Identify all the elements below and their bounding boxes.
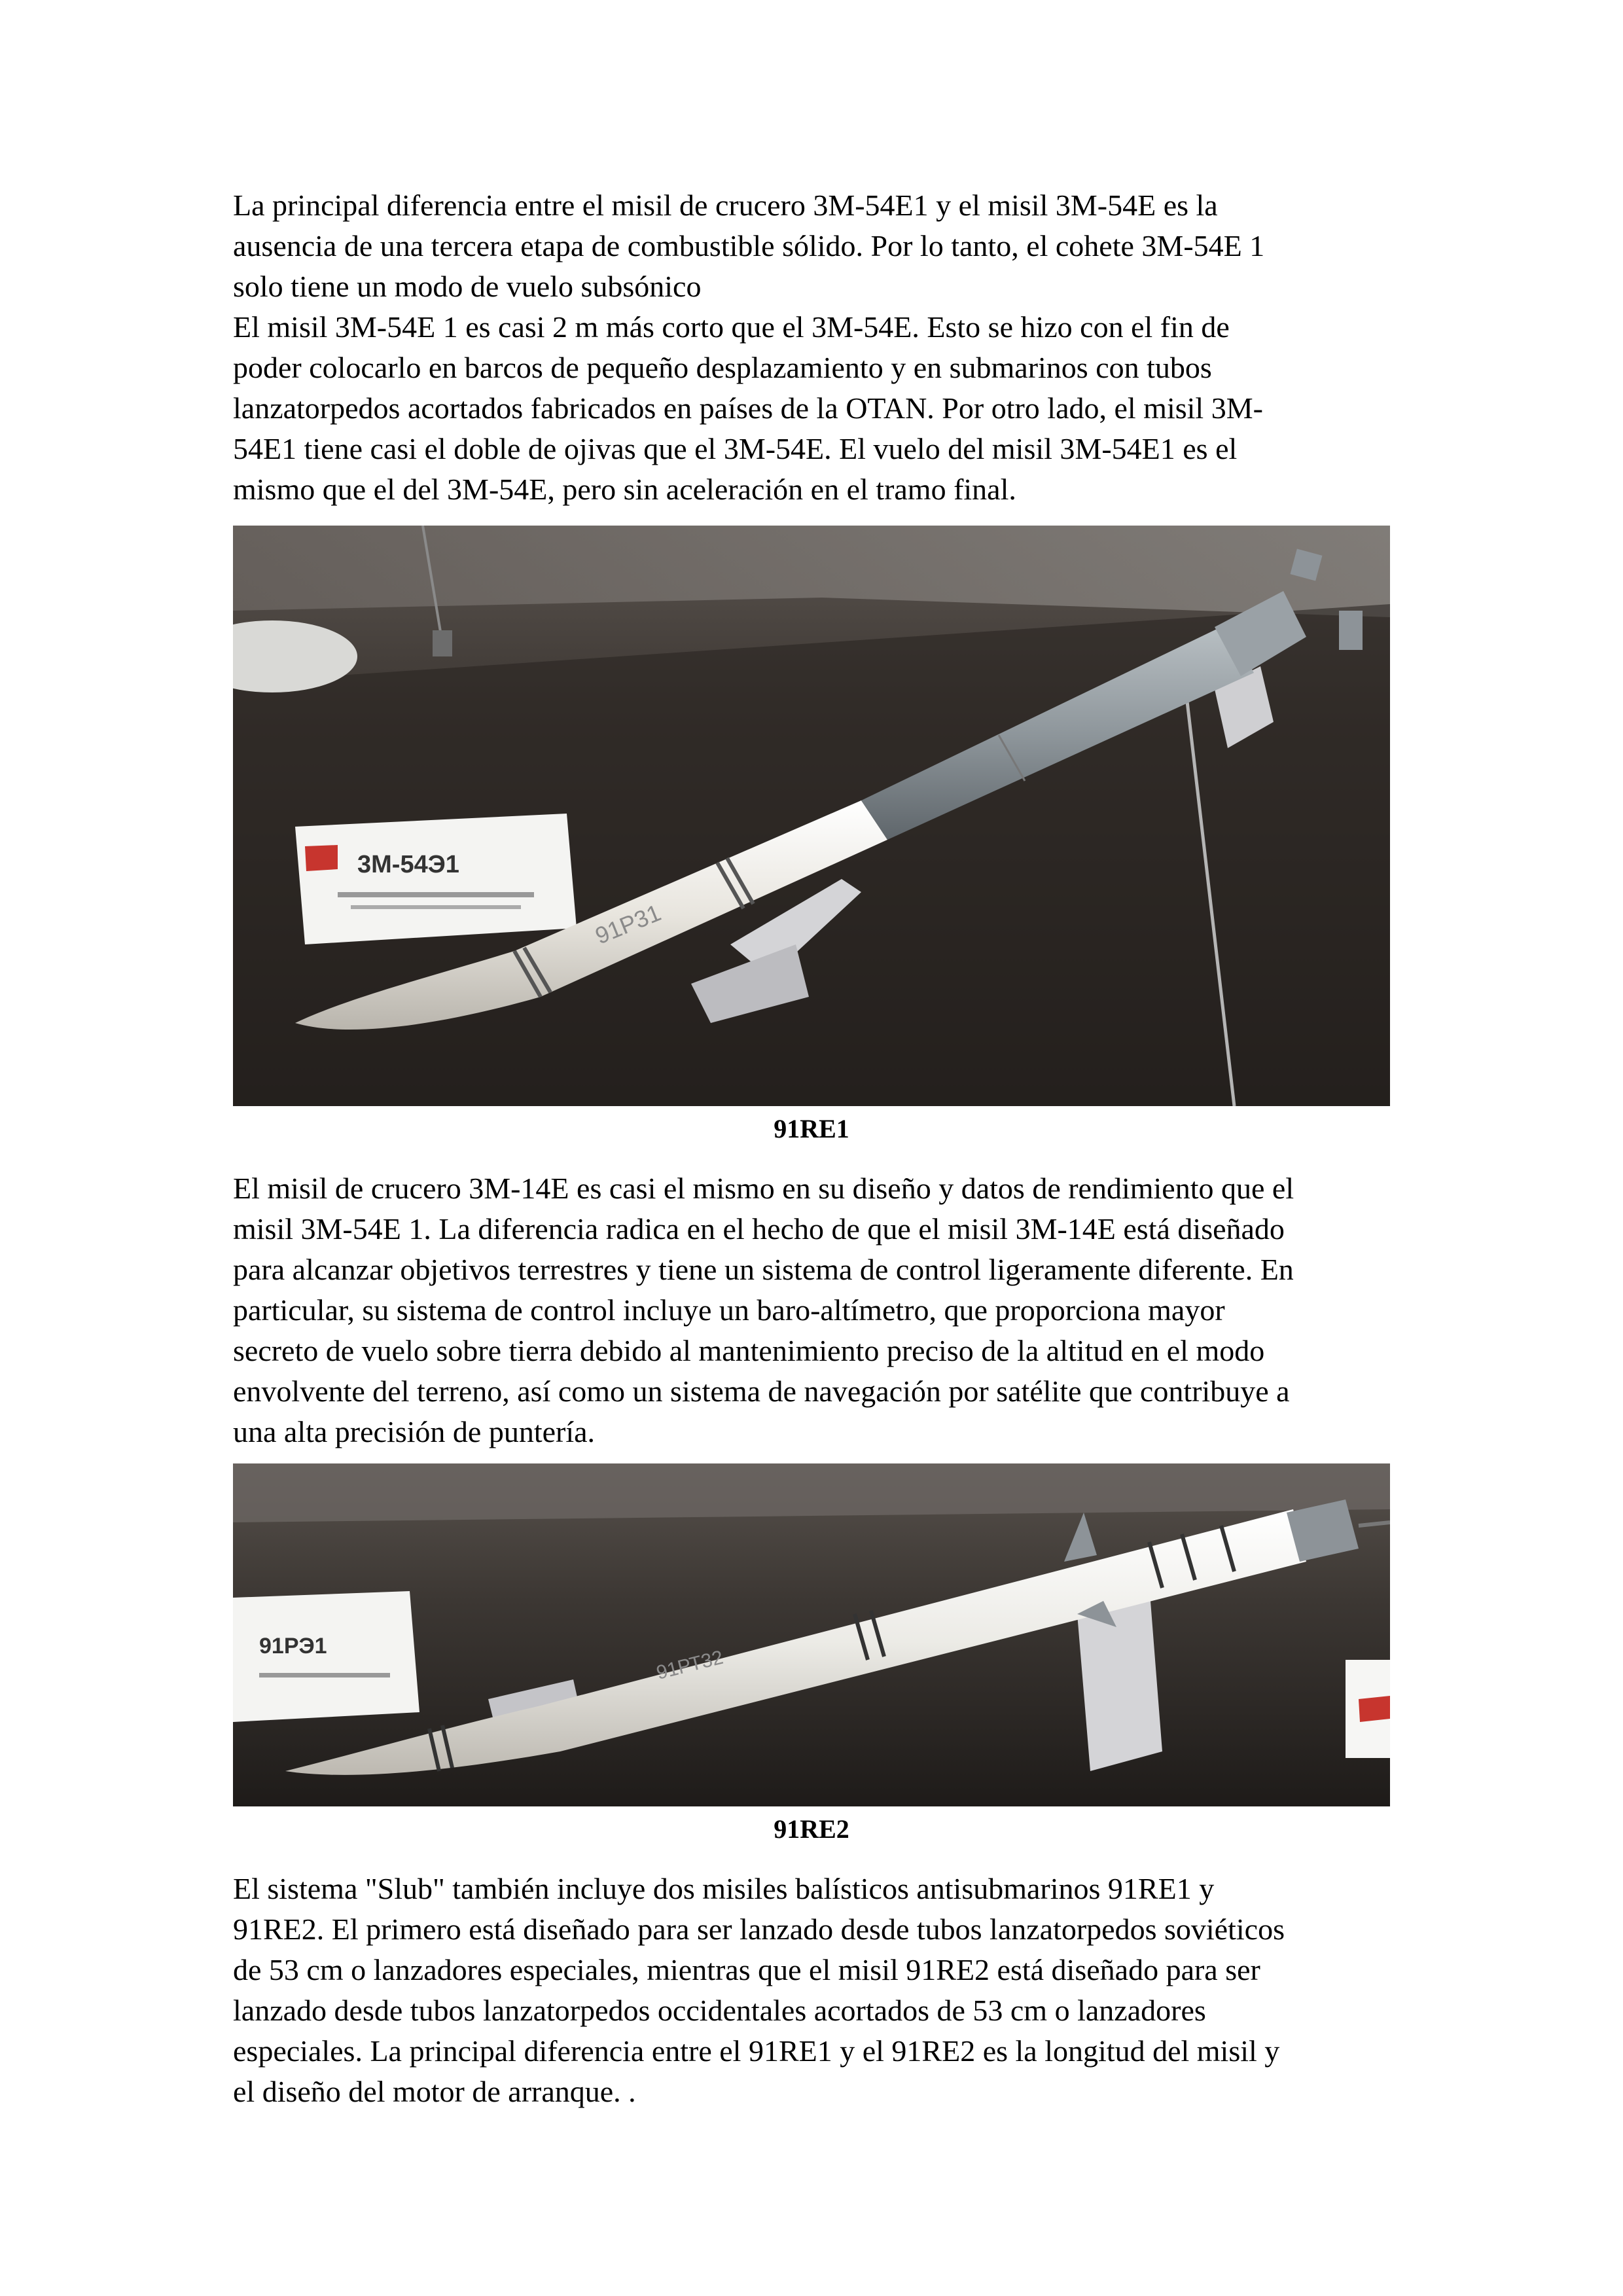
text-line: una alta precisión de puntería. bbox=[233, 1415, 596, 1448]
text-line: lanzatorpedos acortados fabricados en países de la OTAN. Por otro lado, el misil 3M- bbox=[233, 391, 1263, 425]
text-line: mismo que el del 3M-54E, pero sin aceleración en el tramo final. bbox=[233, 473, 1016, 506]
text-line: solo tiene un modo de vuelo subsónico bbox=[233, 270, 702, 303]
missile-photo-91re1 bbox=[233, 526, 1390, 1106]
text-line: lanzado desde tubos lanzatorpedos occidentales acortados de 53 cm o lanzadores bbox=[233, 1994, 1206, 2027]
text-line: La principal diferencia entre el misil de crucero 3M-54E1 y el misil 3M-54E es la bbox=[233, 188, 1218, 222]
missile-marking: 91Р31 bbox=[591, 899, 665, 950]
text-line: poder colocarlo en barcos de pequeño desplazamiento y en submarinos con tubos bbox=[233, 351, 1212, 384]
text-line: 91RE2. El primero está diseñado para ser lanzado desde tubos lanzatorpedos soviéticos bbox=[233, 1912, 1285, 1946]
text-line: ausencia de una tercera etapa de combustible sólido. Por lo tanto, el cohete 3M-54E 1 bbox=[233, 229, 1265, 262]
placard-title: 3M-54Э1 bbox=[357, 851, 459, 878]
text-line: El sistema "Slub" también incluye dos misiles balísticos antisubmarinos 91RE1 y bbox=[233, 1872, 1215, 1905]
missile-marking: 91РТ32 bbox=[654, 1646, 726, 1684]
text-line: particular, su sistema de control incluye un baro-altímetro, que proporciona mayor bbox=[233, 1293, 1225, 1327]
text-line: El misil de crucero 3M-14E es casi el mismo en su diseño y datos de rendimiento que el bbox=[233, 1172, 1294, 1205]
text-line: misil 3M-54E 1. La diferencia radica en el hecho de que el misil 3M-14E está diseñado bbox=[233, 1212, 1285, 1246]
text-line: envolvente del terreno, así como un sistema de navegación por satélite que contribuye a bbox=[233, 1374, 1290, 1408]
paragraph-1 bbox=[233, 185, 1390, 510]
placard-sign bbox=[233, 1591, 419, 1722]
placard-title: 91РЭ1 bbox=[259, 1634, 327, 1659]
placard-sign bbox=[295, 814, 577, 944]
figure-caption-1: 91RE1 bbox=[774, 1114, 849, 1143]
text-line: especiales. La principal diferencia entre el 91RE1 y el 91RE2 es la longitud del misil y bbox=[233, 2034, 1280, 2068]
paragraph-3 bbox=[233, 1869, 1390, 2112]
text-line: para alcanzar objetivos terrestres y tiene un sistema de control ligeramente diferente. En bbox=[233, 1253, 1294, 1286]
text-line: El misil 3M-54E 1 es casi 2 m más corto que el 3M-54E. Esto se hizo con el fin de bbox=[233, 310, 1230, 344]
figure-caption-2: 91RE2 bbox=[774, 1814, 849, 1844]
text-line: secreto de vuelo sobre tierra debido al mantenimiento preciso de la altitud en el modo bbox=[233, 1334, 1265, 1367]
paragraph-2 bbox=[233, 1168, 1390, 1452]
text-line: el diseño del motor de arranque. . bbox=[233, 2075, 636, 2108]
missile-photo-91re2 bbox=[233, 1463, 1390, 1806]
text-line: 54E1 tiene casi el doble de ojivas que el 3M-54E. El vuelo del misil 3M-54E1 es el bbox=[233, 432, 1238, 465]
text-line: de 53 cm o lanzadores especiales, mientras que el misil 91RE2 está diseñado para ser bbox=[233, 1953, 1260, 1986]
